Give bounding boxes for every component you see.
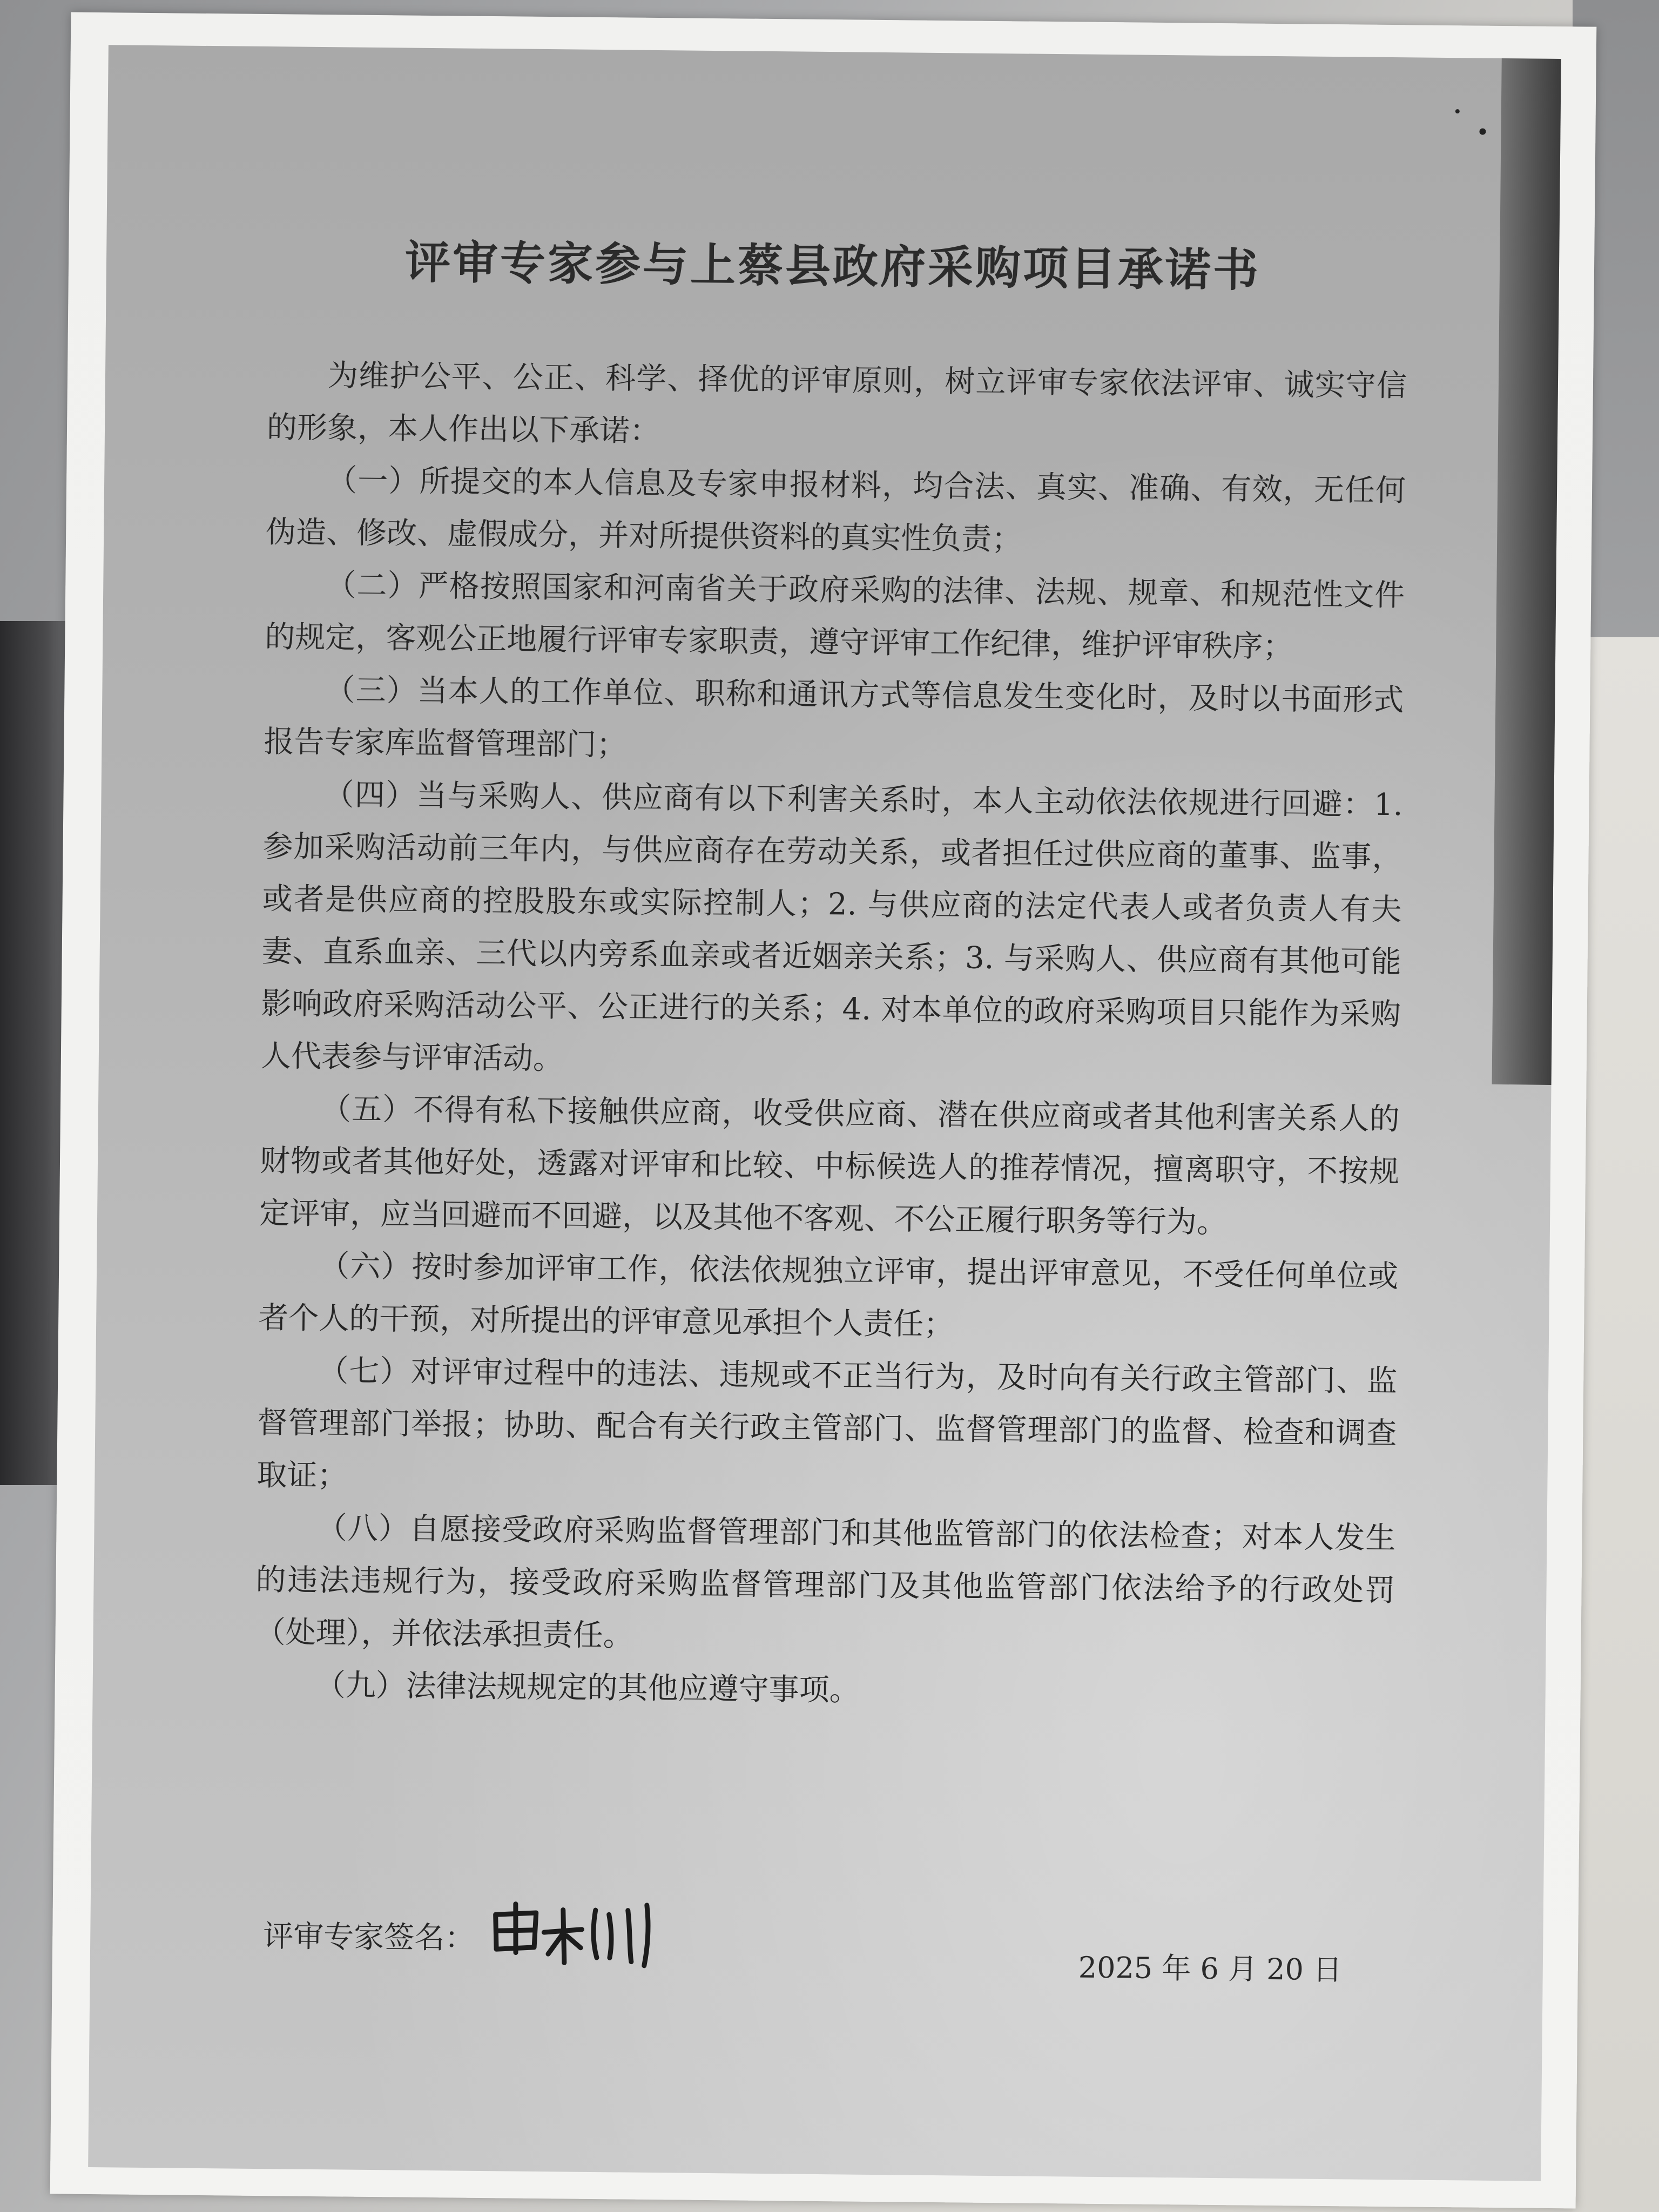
handwritten-signature (484, 1893, 679, 1970)
commitment-item-7: （七）对评审过程中的违法、违规或不正当行为，及时向有关行政主管部门、监督管理部门举报；协助、配合有关行政主管部门、监督管理部门的监督、检查和调查取证； (257, 1353, 1398, 1494)
commitment-item-5: （五）不得有私下接触供应商，收受供应商、潜在供应商或者其他利害关系人的财物或者其他好处，透露对评审和比较、中标候选人的推荐情况，擅离职守，不按规定评审，应当回避而不回避，以及其他不客观、不公正履行职务等行为。 (259, 1091, 1400, 1240)
toner-speck (1455, 109, 1460, 113)
signature-label: 评审专家签名： (262, 1919, 475, 1956)
commitment-item-2: （二）严格按照国家和河南省关于政府采购的法律、法规、规章、和规范性文件的规定，客观公正地履行评审专家职责，遵守评审工作纪律，维护评审秩序； (265, 568, 1405, 665)
commitment-item-3: （三）当本人的工作单位、职称和通讯方式等信息发生变化时，及时以书面形式报告专家库监督管理部门； (264, 672, 1404, 763)
commitment-item-8: （八）自愿接受政府采购监督管理部门和其他监管部门的依法检查；对本人发生的违法违规行为，接受政府采购监督管理部门及其他监管部门依法给予的行政处罚（处理），并依法承担责任。 (255, 1510, 1396, 1654)
document-body (254, 349, 1407, 1722)
intro-paragraph: 为维护公平、公正、科学、择优的评审原则，树立评审专家依法评审、诚实守信的形象，本人作出以下承诺： (266, 358, 1407, 449)
commitment-item-1: （一）所提交的本人信息及专家申报材料，均合法、真实、准确、有效，无任何伪造、修改、虚假成分，并对所提供资料的真实性负责； (265, 463, 1406, 557)
commitment-item-6: （六）按时参加评审工作，依法依规独立评审，提出评审意见，不受任何单位或者个人的干预，对所提出的评审意见承担个人责任； (258, 1249, 1399, 1343)
document-title: 评审专家参与上蔡县政府采购项目承诺书 (404, 235, 1261, 297)
commitment-item-9: （九）法律法规规定的其他应遵守事项。 (315, 1668, 860, 1708)
copy-edge-shadow (1492, 58, 1561, 1085)
signing-date: 2025 年 6 月 20 日 (1078, 1950, 1343, 1987)
signature-row (263, 1891, 912, 1973)
toner-speck (1479, 129, 1486, 135)
paper-sheet (50, 12, 1597, 2209)
photocopy-area (88, 45, 1561, 2181)
commitment-item-4: （四）当与采购人、供应商有以下利害关系时，本人主动依法依规进行回避：1. 参加采购活动前三年内，与供应商存在劳动关系，或者担任过供应商的董事、监事，或者是供应商的控股股东或实际控制人；2. 与供应商的法定代表人或者负责人有夫妻、直系血亲、三代以内旁系血亲或者近姻亲关系；3. 与采购人、供应商有其他可能影响政府采购活动公平、公正进行的关系；4. 对本单位的政府采购项目只能作为采购人代表参与评审活动。 (260, 777, 1403, 1077)
